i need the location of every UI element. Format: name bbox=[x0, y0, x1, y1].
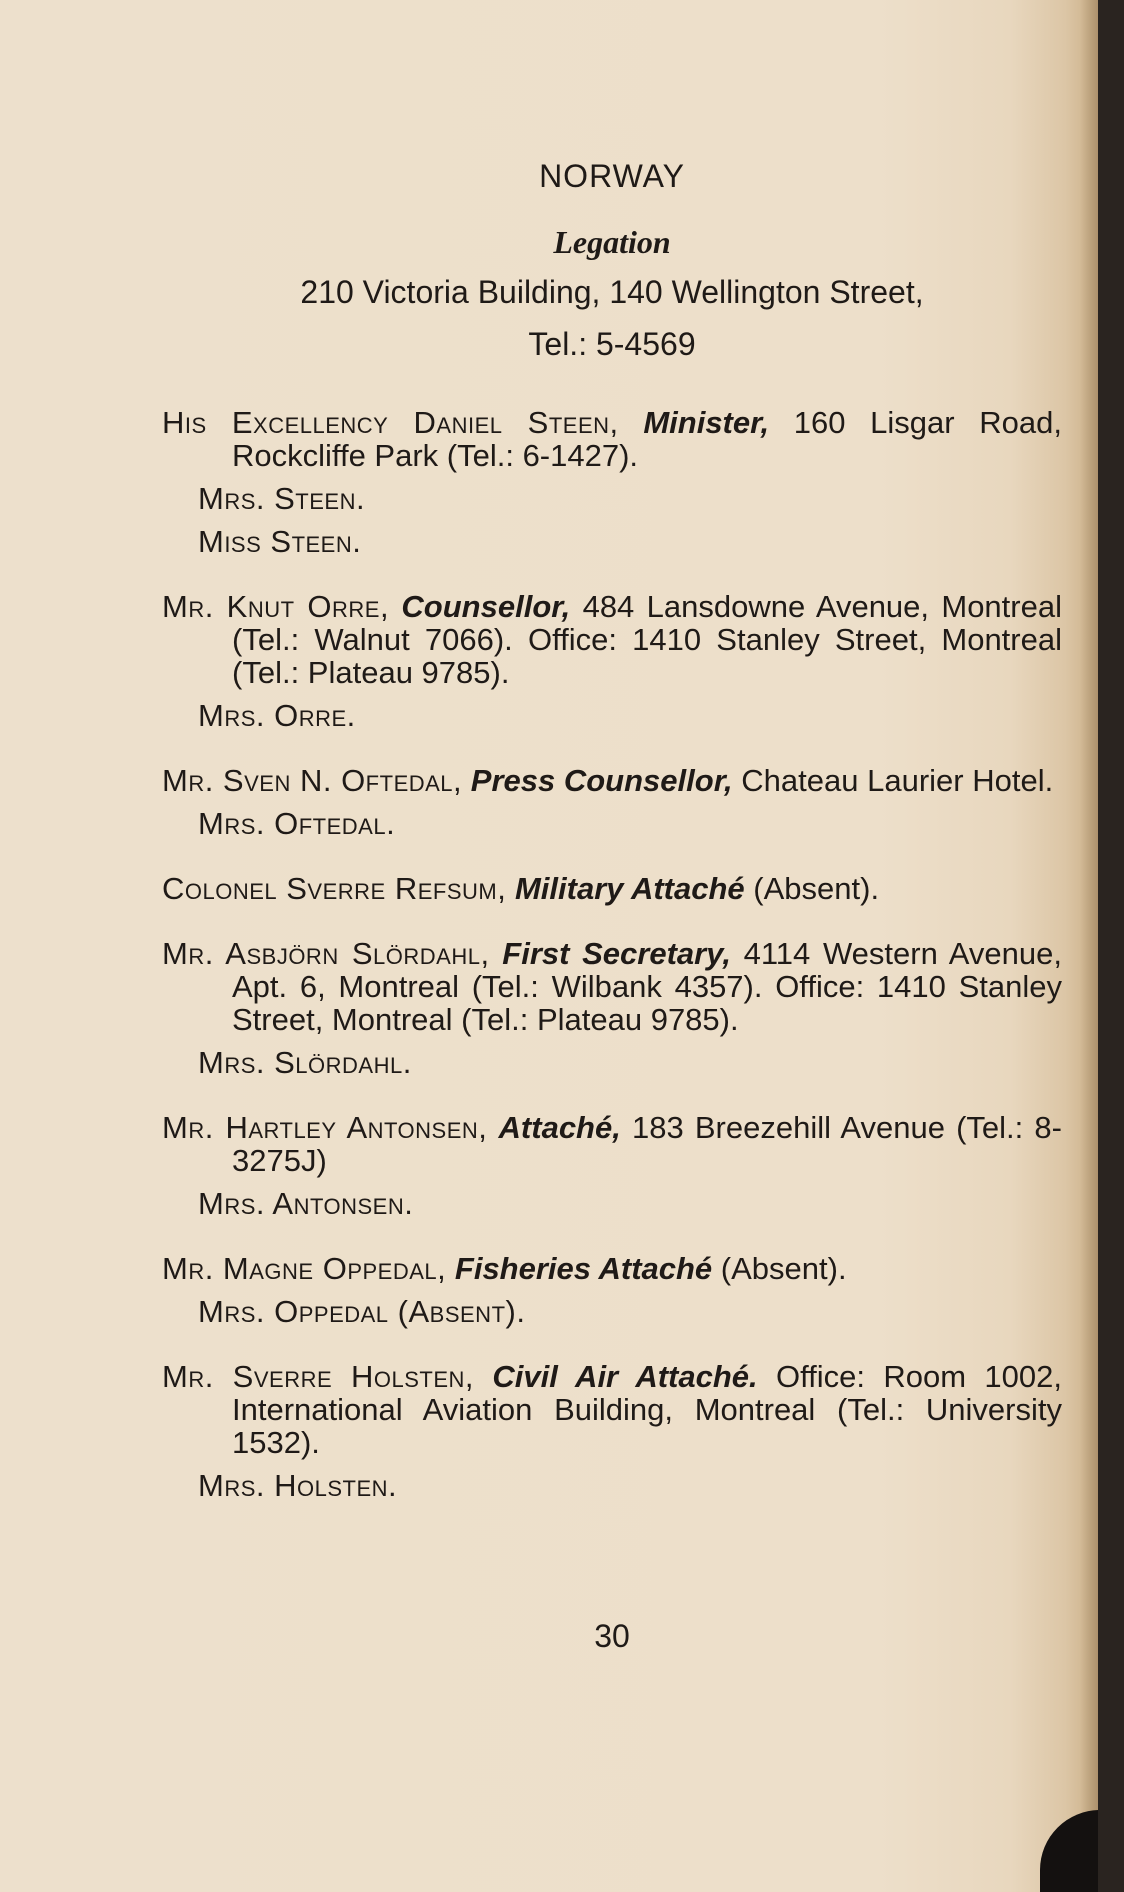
staff-entry bbox=[162, 1111, 1062, 1220]
staff-title: Attaché, bbox=[498, 1110, 621, 1145]
entry-main-text bbox=[162, 1111, 1062, 1177]
staff-title: Civil Air Attaché. bbox=[492, 1359, 758, 1394]
family-member: Mrs. Oppedal (Absent). bbox=[198, 1294, 526, 1329]
entry-main-text bbox=[162, 764, 1062, 797]
legation-phone: Tel.: 5-4569 bbox=[528, 326, 696, 362]
staff-details: 183 Breezehill Avenue (Tel.: 8-3275J) bbox=[232, 1110, 1062, 1178]
staff-title: Fisheries Attaché bbox=[454, 1251, 713, 1286]
entry-main-text bbox=[162, 1252, 1062, 1285]
staff-name: Mr. Hartley Antonsen, bbox=[162, 1110, 488, 1145]
staff-name: Mr. Sven N. Oftedal, bbox=[162, 763, 463, 798]
family-member: Mrs. Slördahl. bbox=[198, 1045, 412, 1080]
staff-name: Mr. Magne Oppedal, bbox=[162, 1251, 447, 1286]
staff-entry bbox=[162, 937, 1062, 1079]
staff-name: His Excellency Daniel Steen, bbox=[162, 405, 619, 440]
legation-subtitle: Legation bbox=[553, 224, 671, 260]
staff-details: 484 Lansdowne Avenue, Montreal (Tel.: Walnut 7066). Office: 1410 Stanley Street, Montreal (Tel.: Plateau 9785). bbox=[232, 589, 1062, 690]
staff-name: Mr. Sverre Holsten, bbox=[162, 1359, 475, 1394]
family-member: Mrs. Holsten. bbox=[198, 1468, 398, 1503]
staff-details: Office: Room 1002, International Aviation Building, Montreal (Tel.: University 1532). bbox=[232, 1359, 1062, 1460]
entry-main-text bbox=[162, 590, 1062, 689]
staff-title: Press Counsellor, bbox=[470, 763, 733, 798]
legation-address: 210 Victoria Building, 140 Wellington Street, bbox=[300, 274, 924, 310]
family-member: Mrs. Orre. bbox=[198, 698, 356, 733]
staff-entry bbox=[162, 1252, 1062, 1328]
staff-details: 160 Lisgar Road, Rockcliffe Park (Tel.: 6-1427). bbox=[232, 405, 1063, 473]
staff-entry bbox=[162, 590, 1062, 732]
country-heading: NORWAY bbox=[539, 158, 685, 194]
staff-details: (Absent). bbox=[720, 1251, 847, 1286]
staff-title: Counsellor, bbox=[401, 589, 571, 624]
family-member: Miss Steen. bbox=[198, 524, 362, 559]
page-number: 30 bbox=[594, 1618, 630, 1654]
staff-details: Chateau Laurier Hotel. bbox=[741, 763, 1054, 798]
staff-title: First Secretary, bbox=[502, 936, 731, 971]
staff-entry bbox=[162, 764, 1062, 840]
staff-entry bbox=[162, 406, 1062, 558]
family-member: Mrs. Oftedal. bbox=[198, 806, 396, 841]
page-corner-shadow bbox=[1040, 1810, 1098, 1892]
staff-title: Military Attaché bbox=[514, 871, 745, 906]
staff-entry bbox=[162, 1360, 1062, 1502]
staff-details: (Absent). bbox=[753, 871, 880, 906]
staff-name: Mr. Knut Orre, bbox=[162, 589, 390, 624]
staff-title: Minister, bbox=[643, 405, 770, 440]
entry-main-text bbox=[162, 1360, 1062, 1459]
staff-entry bbox=[162, 872, 1062, 905]
family-member: Mrs. Antonsen. bbox=[198, 1186, 414, 1221]
entry-main-text bbox=[162, 406, 1062, 472]
family-member: Mrs. Steen. bbox=[198, 481, 366, 516]
entry-main-text bbox=[162, 872, 1062, 905]
staff-name: Colonel Sverre Refsum, bbox=[162, 871, 507, 906]
entry-main-text bbox=[162, 937, 1062, 1036]
staff-details: 4114 Western Avenue, Apt. 6, Montreal (Tel.: Wilbank 4357). Office: 1410 Stanley Street, Montreal (Tel.: Plateau 9785). bbox=[232, 936, 1062, 1037]
staff-list bbox=[162, 406, 1062, 1534]
staff-name: Mr. Asbjörn Slördahl, bbox=[162, 936, 490, 971]
